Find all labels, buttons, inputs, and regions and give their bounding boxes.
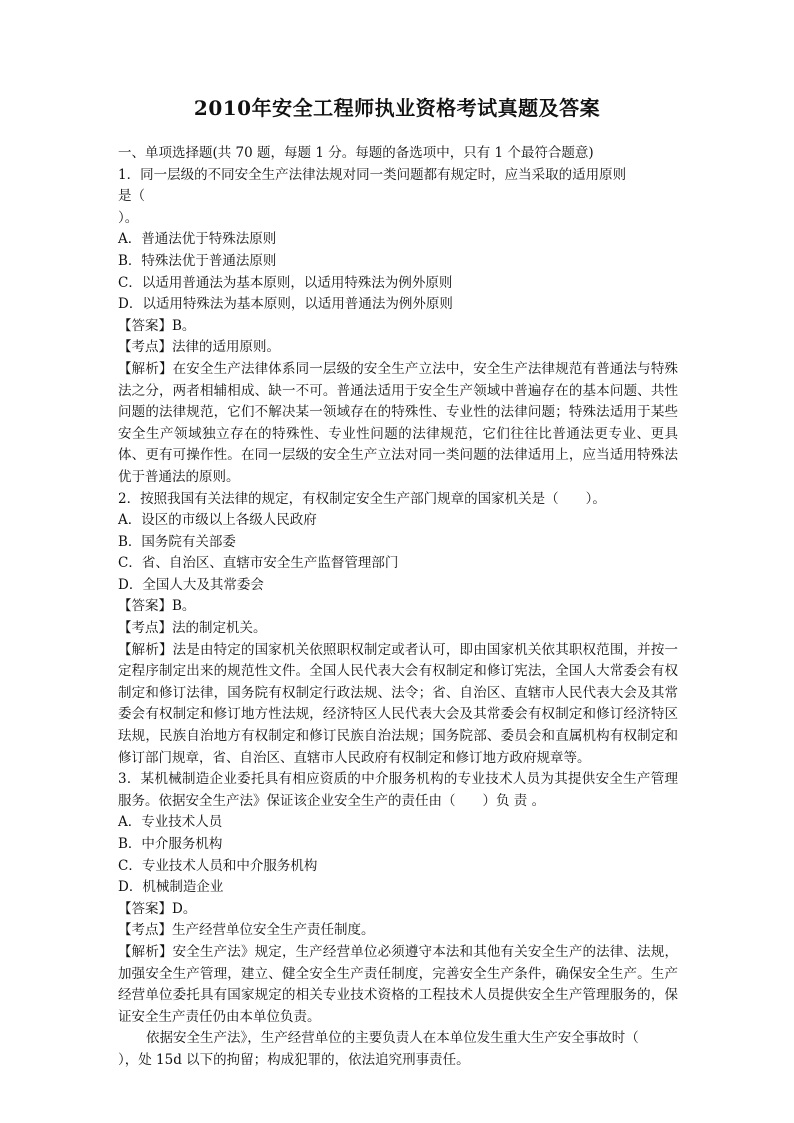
q1-stem-line-2: 是（ <box>118 188 145 205</box>
q2-option-d: D．全国人大及其常委会 <box>118 576 264 593</box>
q1-answer: 【答案】B。 <box>118 317 196 334</box>
q1-option-a: A．普通法优于特殊法原则 <box>118 231 277 248</box>
q1-analysis: 【解析】在安全生产法律体系同一层级的安全生产立法中，安全生产法律规范有普通法与特殊法之分，两者相辅相成、缺一不可。普通法适用于安全生产领域中普遍存在的基本问题、共性问题的法律规范，它们不解决某一领域存在的特殊性、专业性的法律问题；特殊法适用于某些安全生产领域独立存在的特殊性、专业性问题的法律规范，它们往往比普通法更专业、更具体、更有可操作性。在同一层级的安全生产立法对同一类问题的法律适用上，应当适用特殊法优于普通法的原则。 <box>118 360 678 485</box>
section-header: 一、单项选择题(共 70 题，每题 1 分。每题的备选项中，只有 1 个最符合题意) <box>118 145 594 161</box>
q3-stem: 3．某机械制造企业委托具有相应资质的中介服务机构的专业技术人员为其提供安全生产管理服务。依据安全生产法》保证该企业安全生产的责任由（ ）负 责 。 <box>118 771 678 809</box>
q2-point: 【考点】法的制定机关。 <box>118 620 267 637</box>
q1-stem-line-1: 1．同一层级的不同安全生产法律法规对同一类问题都有规定时，应当采取的适用原则 <box>118 166 627 183</box>
q2-option-b: B．国务院有关部委 <box>118 533 236 550</box>
q3-option-d: D．机械制造企业 <box>118 879 224 896</box>
q2-answer: 【答案】B。 <box>118 598 196 615</box>
q1-option-b: B．特殊法优于普通法原则 <box>118 252 277 269</box>
q2-analysis: 【解析】法是由特定的国家机关依照职权制定或者认可，即由国家机关依其职权范围，并按一定程序制定出来的规范性文件。全国人民代表大会有权制定和修订宪法，全国人大常委会有权制定和修订法律，国务院有权制定行政法规、法令；省、自治区、直辖市人民代表大会及其常委会有权制定和修订地方性法规，经济特区人民代表大会及其常委会有权制定和修订经济特区珐规，民族自治地方有权制定和修订民族自治法规；国务院部、委员会和直属机构有权制定和修订部门规章，省、自治区、直辖市人民政府有权制定和修订地方政府规章等。 <box>118 641 678 766</box>
q2-option-a: A．设区的市级以上各级人民政府 <box>118 512 317 529</box>
document-body <box>118 143 678 1072</box>
q2-stem: 2．按照我国有关法律的规定，有权制定安全生产部门规章的国家机关是（ ）。 <box>118 490 606 507</box>
q3-analysis: 【解析】安全生产法》规定，生产经营单位必须遵守本法和其他有关安全生产的法律、法规，加强安全生产管理，建立、健全安全生产责任制度，完善安全生产条件，确保安全生产。生产经营单位委托具有国家规定的相关专业技术资格的工程技术人员提供安全生产管理服务的，保证安全生产责任仍由本单位负责。 <box>118 943 678 1025</box>
q3-option-a: A．专业技术人员 <box>118 814 223 831</box>
q3-option-c: C．专业技术人员和中介服务机构 <box>118 857 318 874</box>
q1-point: 【考点】法律的适用原则。 <box>118 339 280 356</box>
q3-point: 【考点】生产经营单位安全生产责任制度。 <box>118 922 375 939</box>
q1-stem-line-3: ）。 <box>118 209 139 226</box>
q3-option-b: B．中介服务机构 <box>118 836 223 852</box>
q3-extra-line-1: 依据安全生产法》，生产经营单位的主要负责人在本单位发生重大生产安全事故时（ <box>146 1030 639 1047</box>
q1-option-d: D．以适用特殊法为基本原则，以适用普通法为例外原则 <box>118 296 453 313</box>
q3-extra-line-2: ），处 15d 以下的拘留；构成犯罪的，依法追究刑事责任。 <box>118 1051 470 1068</box>
q3-answer: 【答案】D。 <box>118 900 197 917</box>
document-title: 2010年安全工程师执业资格考试真题及答案 <box>193 96 601 120</box>
q2-option-c: C．省、自治区、直辖市安全生产监督管理部门 <box>118 555 399 572</box>
q1-option-c: C．以适用普通法为基本原则，以适用特殊法为例外原则 <box>118 274 453 291</box>
